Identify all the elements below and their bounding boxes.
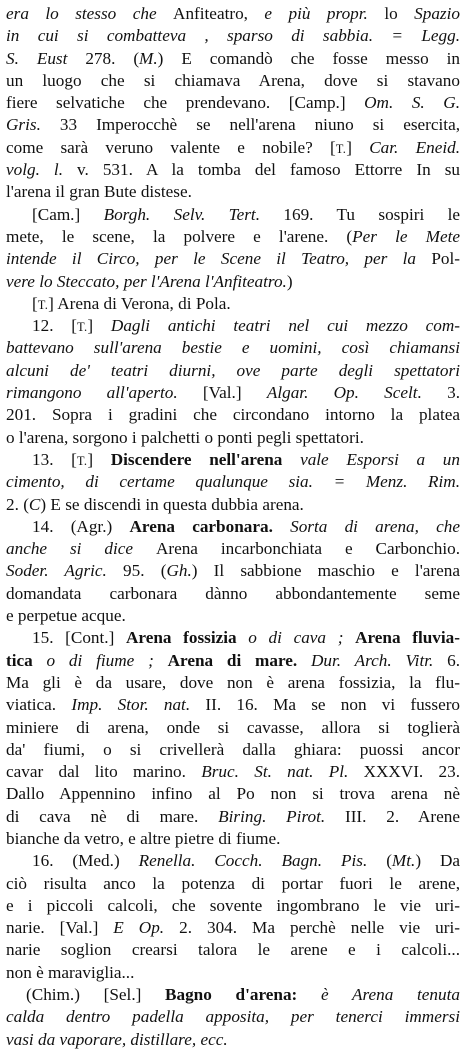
text-run: ) E comandò che fosse messo in: [157, 48, 460, 68]
text-line: [6, 560, 460, 582]
text-run: 278. (: [85, 48, 140, 68]
text-run: Algar. Op. Scelt.: [266, 383, 448, 403]
text-line: [6, 917, 460, 939]
text-line: [6, 806, 460, 828]
text-run: 3.: [447, 383, 460, 403]
text-run: [Cam.]: [32, 204, 104, 224]
text-line: [6, 427, 460, 449]
text-run: III. 2. Arene: [344, 806, 460, 826]
text-run: ]: [346, 137, 370, 157]
text-run: Per le Mete: [352, 226, 460, 246]
text-run: [Val.]: [202, 383, 267, 403]
text-run: Pol-: [431, 249, 460, 269]
text-run: ) Da: [415, 851, 460, 871]
text-line: [6, 92, 460, 114]
text-run: l'arena il gran Bute distese.: [6, 182, 192, 202]
text-line: [6, 672, 460, 694]
text-run: un luogo che si chiamava Arena, dove si stavano: [6, 70, 460, 90]
text-line: [6, 471, 460, 493]
text-run: (Chim.) [Sel.]: [26, 985, 166, 1005]
text-run: vere: [6, 271, 40, 291]
text-run: miniere di arena, onde si cavasse, allora si toglierà: [6, 717, 460, 737]
text-line: [6, 828, 460, 850]
text-run: 13. [: [32, 449, 77, 469]
text-run: ) E se discendi in questa dubbia arena.: [40, 494, 304, 514]
text-run: II. 16. Ma se non vi fussero: [205, 695, 460, 715]
text-run: 95. (: [123, 561, 167, 581]
text-run: ]: [87, 449, 111, 469]
text-run: Dallo Appennino infino al Po non si trova arena nè: [6, 784, 460, 804]
text-run: cavar dal lito marino.: [6, 762, 202, 782]
text-line: [6, 70, 460, 92]
text-run: e più propr.: [264, 4, 385, 23]
text-line: [6, 761, 460, 783]
text-run: battevano sull'arena bestie e uomini, così chiamansi: [6, 338, 460, 358]
text-line: [6, 605, 460, 627]
text-line: [6, 159, 460, 181]
text-run: Imp. Stor. nat.: [71, 695, 206, 715]
text-run: narie soglion crearsi talora le arene e i calcoli...: [6, 940, 460, 960]
text-line: [6, 850, 460, 872]
text-run: 169. Tu sospiri le: [283, 204, 460, 224]
text-run: Soder. Agric.: [6, 561, 124, 581]
text-run: fiere selvatiche che prendevano. [Camp.]: [6, 93, 365, 113]
text-line: [6, 226, 460, 248]
text-run: 6.: [447, 650, 460, 670]
text-run: l'Anfiteatro.: [205, 271, 287, 291]
text-line: [6, 583, 460, 605]
text-run: C: [28, 494, 41, 514]
text-run: ciò risulta anco la potenza di portar fuori le arene,: [6, 873, 460, 893]
text-run: Ma gli è da usare, dove non è arena fossizia, la flu-: [6, 672, 460, 692]
text-run: 2. 304. Ma perchè nelle vie uri-: [179, 918, 460, 938]
text-run: XXXVI. 23.: [363, 762, 460, 782]
text-run: ): [286, 271, 293, 291]
text-run: Dur. Arch. Vitr.: [311, 650, 448, 670]
text-run: Bagno d'arena:: [165, 985, 321, 1005]
text-run: Arena carbonara.: [129, 516, 291, 536]
text-run: mete, le scene, la polvere e l'arene. (: [6, 226, 353, 246]
text-line: [6, 650, 460, 672]
text-run: ]: [87, 316, 111, 336]
text-run: era lo stesso che: [6, 4, 174, 23]
text-line: [6, 337, 460, 359]
text-run: alcuni de' teatri diurni, ove parte degli spettatori: [6, 360, 460, 380]
text-run: di cava nè di mare.: [6, 806, 219, 826]
text-run: 2. (: [6, 494, 29, 514]
text-run: Bruc. St. nat. Pl.: [201, 762, 364, 782]
text-run: 14. (Agr.): [32, 516, 130, 536]
text-run: T.: [37, 297, 49, 312]
text-run: vale Esporsi a un: [300, 449, 460, 469]
text-line: [6, 315, 460, 337]
text-run: Arena fossizia: [125, 628, 249, 648]
text-run: calda dentro padella apposita, per tenerci immersi: [6, 1007, 460, 1027]
text-run: Arena di mare.: [167, 650, 312, 670]
text-run: cimento, di certame qualunque sia. = Menz. Rim.: [6, 472, 460, 492]
text-line: [6, 739, 460, 761]
text-run: rimangono all'aperto.: [6, 383, 203, 403]
text-line: [6, 627, 460, 649]
text-run: S. Eust: [6, 48, 86, 68]
text-line: [6, 962, 460, 984]
text-run: Anfiteatro,: [173, 4, 265, 23]
text-run: o l'arena, sorgono i palchetti o ponti pegli spettatori.: [6, 427, 364, 447]
text-run: Borgh. Selv. Tert.: [103, 204, 284, 224]
text-line: [6, 538, 460, 560]
text-run: T.: [335, 141, 347, 156]
text-run: Spazio: [414, 4, 460, 23]
text-run: Sorta di arena, che: [290, 516, 460, 536]
text-run: in cui si combatteva , sparso di sabbia. = Legg.: [6, 26, 460, 46]
text-line: [6, 449, 460, 471]
text-run: Gris.: [6, 115, 60, 135]
text-run: per l'Arena: [123, 271, 206, 291]
text-run: Dagli antichi teatri nel cui mezzo com-: [110, 316, 460, 336]
text-run: come sarà veruno valente e nobile? [: [6, 137, 336, 157]
text-run: (: [386, 851, 392, 871]
text-line: [6, 248, 460, 270]
text-run: e i piccoli calcoli, che sovente ingombrano le vie uri-: [6, 895, 460, 915]
text-run: e perpetue acque.: [6, 606, 126, 626]
text-run: Arena incarbonchiata e Carbonchio.: [155, 539, 460, 559]
text-run: Gh.: [166, 561, 192, 581]
text-run: o di cava ;: [248, 628, 356, 648]
text-run: volg. l.: [6, 160, 78, 180]
text-run: Discendere nell'arena: [110, 449, 301, 469]
text-run: Biring. Pirot.: [218, 806, 345, 826]
text-run: Om. S. G.: [364, 93, 460, 113]
text-run: Arena fluvia-: [355, 628, 460, 648]
text-line: [6, 360, 460, 382]
text-line: [6, 181, 460, 203]
text-line: [6, 873, 460, 895]
text-line: [6, 516, 460, 538]
text-line: [6, 984, 460, 1006]
text-run: ) Il sabbione maschio e l'arena: [191, 561, 460, 581]
text-run: non è maraviglia...: [6, 962, 135, 982]
text-run: [: [32, 293, 38, 313]
text-run: E Op.: [113, 918, 180, 938]
text-run: o di fiume ;: [46, 650, 168, 670]
text-run: è Arena tenuta: [320, 985, 460, 1005]
text-line: [6, 382, 460, 404]
text-run: narie. [Val.]: [6, 918, 114, 938]
text-run: 16. (Med.): [32, 851, 139, 871]
text-line: [6, 271, 460, 293]
text-line: [6, 137, 460, 159]
text-run: Car. Eneid.: [369, 137, 460, 157]
text-run: 15. [Cont.]: [32, 628, 126, 648]
text-run: tica: [6, 650, 47, 670]
text-line: [6, 1006, 460, 1028]
text-run: T.: [76, 453, 88, 468]
text-run: lo Steccato,: [39, 271, 124, 291]
text-line: [6, 404, 460, 426]
text-run: intende il Circo, per le Scene il Teatro, per la: [6, 249, 432, 269]
text-line: [6, 939, 460, 961]
text-run: T.: [76, 320, 88, 335]
text-run: bianche da vetro, e altre pietre di fiume.: [6, 828, 281, 848]
text-run: anche si dice: [6, 539, 156, 559]
text-line: [6, 3, 460, 25]
text-line: [6, 694, 460, 716]
text-line: [6, 48, 460, 70]
text-run: 33 Imperocchè se nell'arena niuno si esercita,: [59, 115, 460, 135]
text-run: 201. Sopra i gradini che circondano intorno la platea: [6, 405, 460, 425]
text-run: M.: [139, 48, 158, 68]
text-run: viatica.: [6, 695, 72, 715]
text-line: [6, 783, 460, 805]
text-line: [6, 204, 460, 226]
text-run: 12. [: [32, 316, 77, 336]
text-run: ] Arena di Verona, di Pola.: [48, 293, 231, 313]
text-run: lo: [384, 4, 415, 23]
text-line: [6, 494, 460, 516]
text-line: [6, 114, 460, 136]
text-run: vasi da vaporare, distillare, ecc.: [6, 1029, 228, 1049]
text-run: domandata carbonara dànno abbondantemente seme: [6, 583, 460, 603]
text-run: v. 531. A la tomba del famoso Ettorre In su: [77, 160, 460, 180]
text-line: [6, 1029, 460, 1051]
text-run: Renella. Cocch. Bagn. Pis.: [138, 851, 387, 871]
text-line: [6, 717, 460, 739]
text-line: [6, 895, 460, 917]
text-run: Mt.: [391, 851, 416, 871]
text-line: [6, 25, 460, 47]
text-run: da' fiumi, o si crivellerà dalla ghiara: puossi ancor: [6, 739, 460, 759]
text-line: [6, 293, 460, 315]
